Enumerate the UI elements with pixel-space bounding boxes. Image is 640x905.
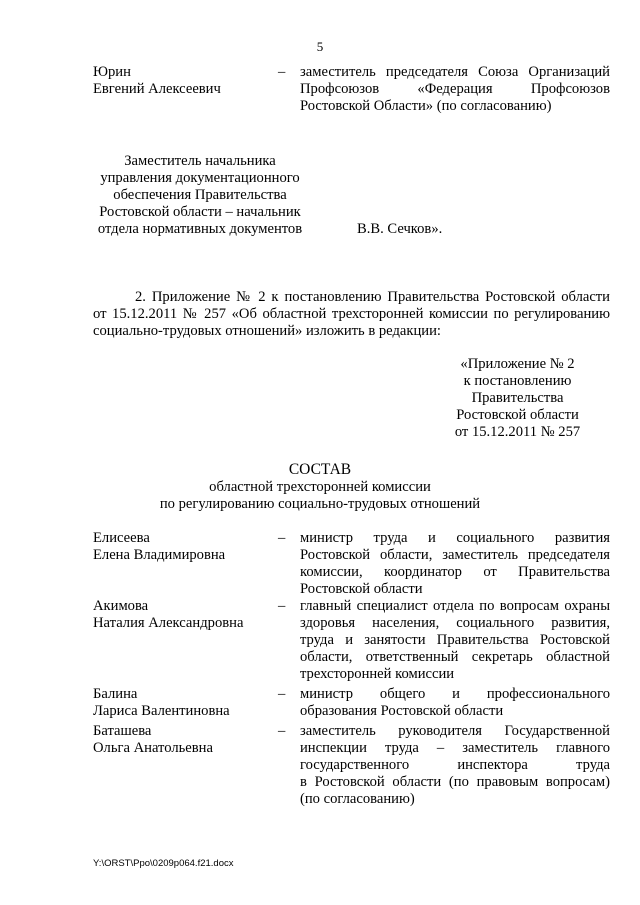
signature-title-line: Ростовской области – начальник <box>99 204 301 220</box>
sostav-title: СОСТАВ <box>288 461 352 478</box>
member-name-akimova <box>93 598 278 632</box>
member-desc-line: заместитель председателя Союза Организаций <box>300 64 610 80</box>
member-desc-line: образования Ростовской области <box>300 703 504 719</box>
member-surname: Баташева <box>93 723 152 739</box>
paragraph-text: от 15.12.2011 № 257 «Об областной трехсторонней комиссии по регулированию социально-трудовых отношений» изложить в редакции: <box>93 306 610 339</box>
member-desc-yurin <box>300 64 610 115</box>
appendix-line: к постановлению <box>463 373 572 389</box>
member-desc-line: министр общего и профессионального <box>300 686 610 702</box>
member-surname: Юрин <box>93 64 131 80</box>
signature-title <box>90 153 310 238</box>
member-desc-line: государственного инспектора труда <box>300 757 610 773</box>
member-surname: Елисеева <box>93 530 150 546</box>
member-desc-line: заместитель руководителя Государственной <box>300 723 610 739</box>
appendix-line: «Приложение № 2 <box>460 356 575 372</box>
member-dash: – <box>278 686 286 702</box>
member-given-names: Наталия Александровна <box>93 615 244 631</box>
member-dash: – <box>278 530 286 546</box>
member-given-names: Елена Владимировна <box>93 547 226 563</box>
member-name-yurin <box>93 64 278 98</box>
member-dash: – <box>278 64 286 80</box>
member-desc-line: комиссии, координатор от Правительства <box>300 564 610 580</box>
member-desc-line: (по согласованию) <box>300 791 415 807</box>
member-name-eliseeva <box>93 530 278 564</box>
signature-title-line: отдела нормативных документов <box>97 221 303 237</box>
member-desc-line: здоровья населения, социального развития, <box>300 615 610 631</box>
sostav-subtitle-line: областной трехсторонней комиссии <box>209 479 431 495</box>
member-given-names: Евгений Алексеевич <box>93 81 221 97</box>
file-path-footer: Y:\ORST\Ppo\0209p064.f21.docx <box>93 858 234 869</box>
member-dash: – <box>278 723 286 739</box>
appendix-header <box>450 356 585 441</box>
member-desc-line: трехсторонней комиссии <box>300 666 455 682</box>
member-given-names: Лариса Валентиновна <box>93 703 230 719</box>
member-desc-balina <box>300 686 610 720</box>
signature-title-line: управления документационного <box>100 170 300 186</box>
signature-name: В.В. Сечков». <box>357 221 443 237</box>
member-desc-line: Ростовской Области» (по согласованию) <box>300 98 552 114</box>
paragraph-first-line: 2. Приложение № 2 к постановлению Правительства Ростовской области <box>135 289 610 305</box>
signature-title-line: обеспечения Правительства <box>113 187 287 203</box>
member-surname: Акимова <box>93 598 149 614</box>
member-desc-line: Ростовской области <box>300 581 423 597</box>
member-desc-eliseeva <box>300 530 610 598</box>
signature-title-line: Заместитель начальника <box>124 153 276 169</box>
appendix-line: Ростовской области <box>456 407 579 423</box>
member-desc-line: Профсоюзов «Федерация Профсоюзов <box>300 81 610 97</box>
member-given-names: Ольга Анатольевна <box>93 740 213 756</box>
member-desc-line: инспекции труда – заместитель главного <box>300 740 610 756</box>
appendix-line: Правительства <box>471 390 564 406</box>
page-number: 5 <box>316 39 324 54</box>
member-name-batasheva <box>93 723 278 757</box>
member-desc-line: труда и занятости Правительства Ростовской <box>300 632 610 648</box>
member-desc-line: главный специалист отдела по вопросам охраны <box>300 598 610 614</box>
member-desc-line: министр труда и социального развития <box>300 530 610 546</box>
sostav-subtitle-line: по регулированию социально-трудовых отношений <box>159 496 481 512</box>
member-desc-line: области, ответственный секретарь областной <box>300 649 610 665</box>
member-name-balina <box>93 686 278 720</box>
member-desc-batasheva <box>300 723 610 808</box>
member-surname: Балина <box>93 686 138 702</box>
member-desc-line: Ростовской области, заместитель председателя <box>300 547 610 563</box>
member-desc-line: в Ростовской области (по правовым вопросам) <box>300 774 610 790</box>
appendix-line: от 15.12.2011 № 257 <box>454 424 581 440</box>
amendment-paragraph <box>93 289 610 340</box>
member-desc-akimova <box>300 598 610 683</box>
member-dash: – <box>278 598 286 614</box>
